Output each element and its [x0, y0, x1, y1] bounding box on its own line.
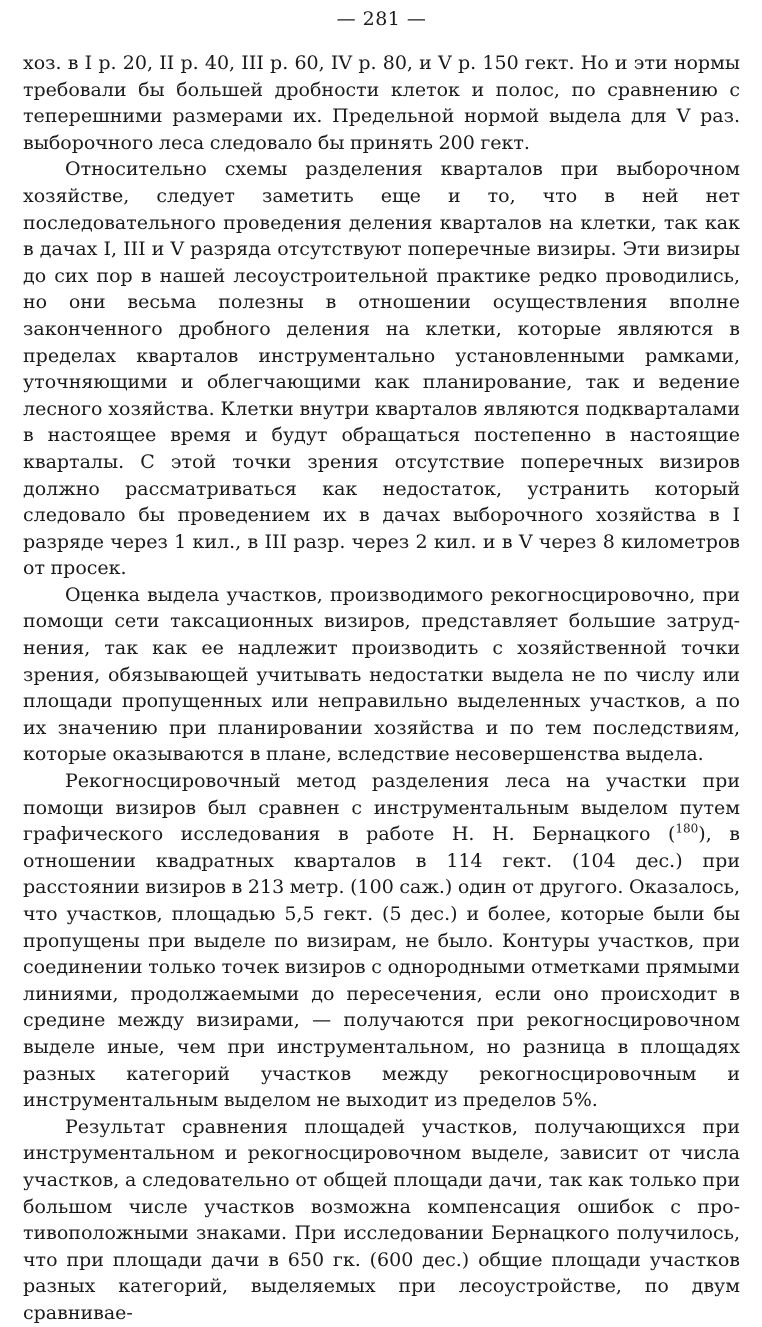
paragraph-3: Оценка выдела участков, производимого рекогносцировочно, при помощи сети таксационных визиров, представляет большие затруднения, так как ее надлежит производить с хозяйственной точки зрения, обязывающей учитывать недостатки выдела не по числу или площади пропущенных или неправильно выделенных участков, а по их значению при планировании хозяйства и по тем последствиям, которые оказываются в плане, вследствие несовершенства выдела. [23, 583, 740, 766]
paragraph-1: хоз. в I р. 20, II р. 40, III р. 60, IV р. 80, и V р. 150 гект. Но и эти нормы требовали бы большей дробности клеток и полос, по сравнению с теперешними размерами их. Предельной нормой выдела для V раз. выборочного леса следовало бы принять 200 гект. [23, 52, 740, 154]
paragraph-2: Относительно схемы разделения кварталов при выборочном хозяйстве, следует заметить еще и то, что в ней нет последовательного проведения деления кварталов на клетки, так как в дачах I, III и V разряда отсутствуют поперечные визиры. Эти визиры до сих пор в нашей лесоустроительной практике редко проводились, но они весьма полезны в отношении осуществления вполне законченного дробного деления на клетки, которые являются в пределах кварталов инструментально установленными рамками, уточняющими и облегчающими как планирование, так и ведение лесного хозяйства. Клетки внутри кварталов являются подкварталами в настоящее время и будут обращаться постепенно в настоящие кварталы. С этой точки зрения отсутствие поперечных визиров должно рассматриваться как недостаток, устранить который следовало бы проведением их в дачах выборочного хозяйства в I разряде через 1 кил., в III разр. через 2 кил. и в V через 8 километров от просек. [23, 158, 740, 580]
paragraph-5: Результат сравнения площадей участков, получающихся при инструментальном и рекогносцировочном выделе, зависит от числа участков, а следовательно от общей площади дачи, так как только при большом числе участков возможна компенсация ошибок с противоположными знаками. При исследовании Бернацкого получилось, что при площади дачи в 650 гк. (600 дес.) общие площади участков разных категорий, выделяемых при лесоустройстве, по двум сравнивае- [23, 1115, 740, 1324]
paragraph-4 [23, 768, 740, 1114]
paragraph-4-text-end: ), в отношении квадратных кварталов в 114 гект. (104 дес.) при расстоянии визиров в 213 метр. (100 саж.) один от другого. Оказалось, что участков, площадью 5,5 гект. (5 дес.) и более, которые были бы пропущены при выделе по визирам, не было. Контуры участков, при соединении только точек визиров с однородными отметками прямыми линиями, продолжаемыми до пересечения, если оно происходит в средине между визирами, — получаются при рекогносцировочном выделе иные, чем при инструментальном, но разница в площадях разных категорий участков между рекогносцировочным и инструментальным выделом не выходит из пределов 5%. [23, 823, 740, 1112]
reference-number: 180 [675, 821, 699, 836]
paragraph-4-text-start: Рекогносцировочный метод разделения леса на участки при помощи визиров был сравнен с инструментальным выделом путем графического исследования в работе Н. Н. Бернацкого ( [23, 770, 740, 846]
page-number: — 281 — [336, 8, 427, 30]
